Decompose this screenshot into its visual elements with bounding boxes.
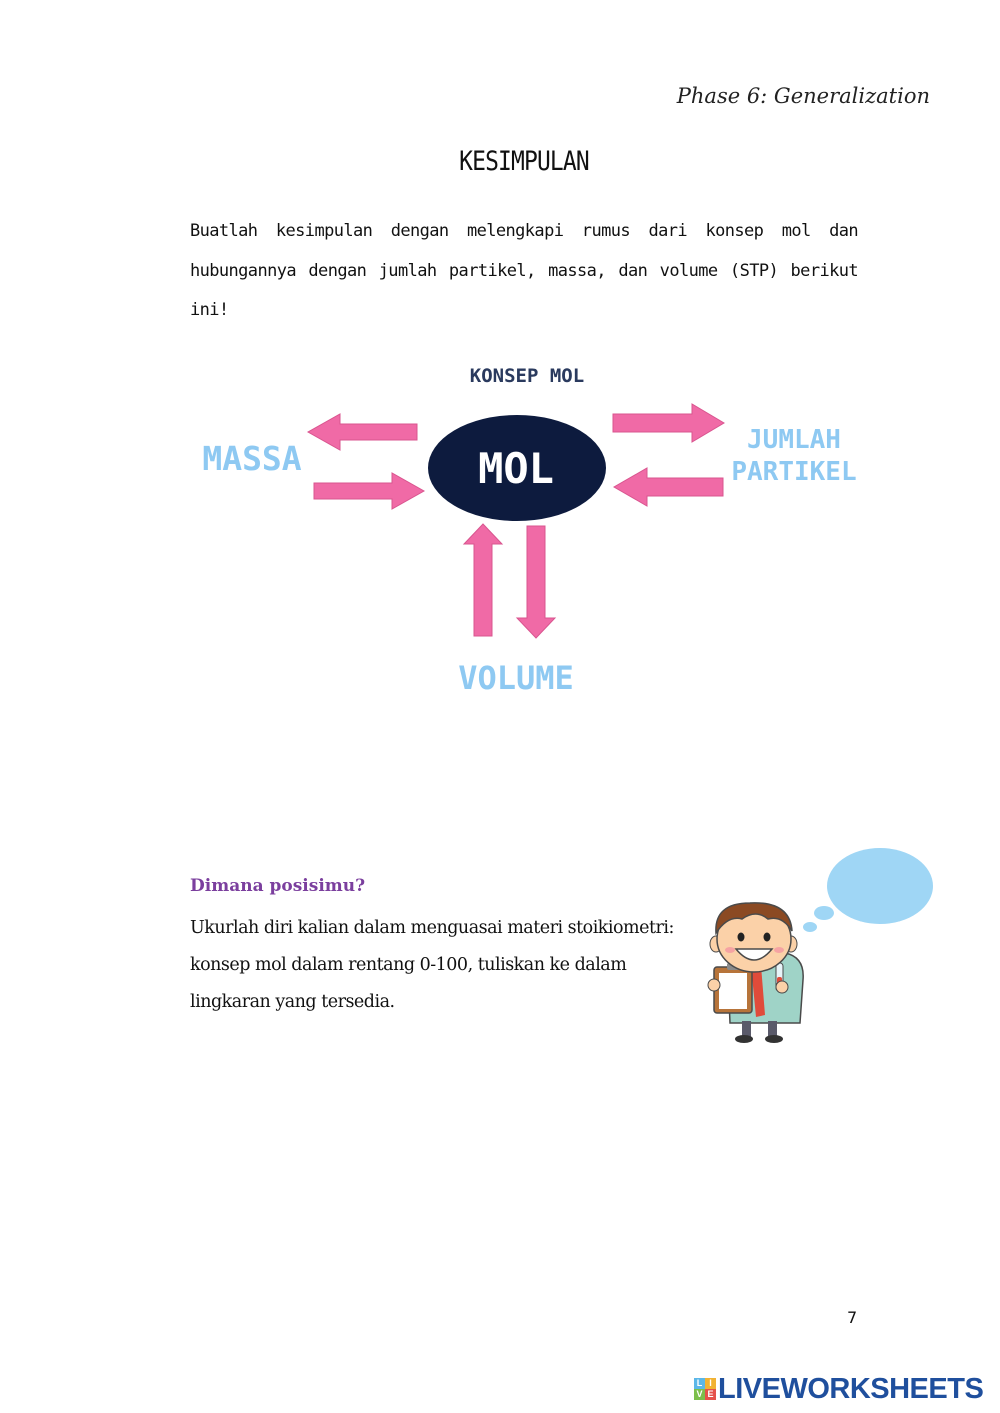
arrow-mol-to-massa: [308, 414, 417, 450]
jumlah-label: JUMLAH: [747, 425, 841, 455]
volume-label: VOLUME: [458, 659, 574, 697]
arrow-massa-to-mol: [314, 473, 424, 509]
massa-label: MASSA: [202, 439, 302, 478]
mol-node-label: MOL: [478, 444, 554, 493]
arrow-mol-to-partikel: [613, 404, 724, 442]
section-line: konsep mol dalam rentang 0-100, tuliskan ke dalam: [190, 955, 627, 975]
thought-bubble: [827, 848, 933, 924]
liveworksheets-logo[interactable]: [694, 1372, 983, 1406]
arrow-volume-to-mol: [464, 524, 502, 636]
thought-bubble-small: [814, 906, 834, 920]
arrow-mol-to-volume: [517, 526, 555, 638]
thought-bubble-tiny: [803, 922, 817, 932]
section-heading: Dimana posisimu?: [190, 876, 366, 896]
section-paragraph: [190, 910, 710, 1021]
partikel-label: PARTIKEL: [731, 457, 857, 487]
diagram-heading: KONSEP MOL: [469, 365, 585, 387]
phase-label: Phase 6: Generalization: [676, 84, 930, 108]
page-number: 7: [847, 1308, 858, 1327]
section-line: Ukurlah diri kalian dalam menguasai materi stoikiometri:: [190, 918, 674, 938]
liveworksheets-wordmark: LIVEWORKSHEETS: [718, 1372, 984, 1405]
mol-concept-diagram: [180, 350, 880, 710]
page-title: KESIMPULAN: [459, 146, 589, 177]
scientist-illustration: [690, 845, 940, 1050]
section-line: lingkaran yang tersedia.: [190, 992, 395, 1012]
liveworksheets-mark-icon: L I V E: [694, 1378, 716, 1400]
arrow-partikel-to-mol: [614, 468, 723, 506]
intro-paragraph: Buatlah kesimpulan dengan melengkapi rumus dari konsep mol dan hubungannya dengan jumlah partikel, massa, dan volume (STP) berikut ini!: [190, 221, 858, 320]
